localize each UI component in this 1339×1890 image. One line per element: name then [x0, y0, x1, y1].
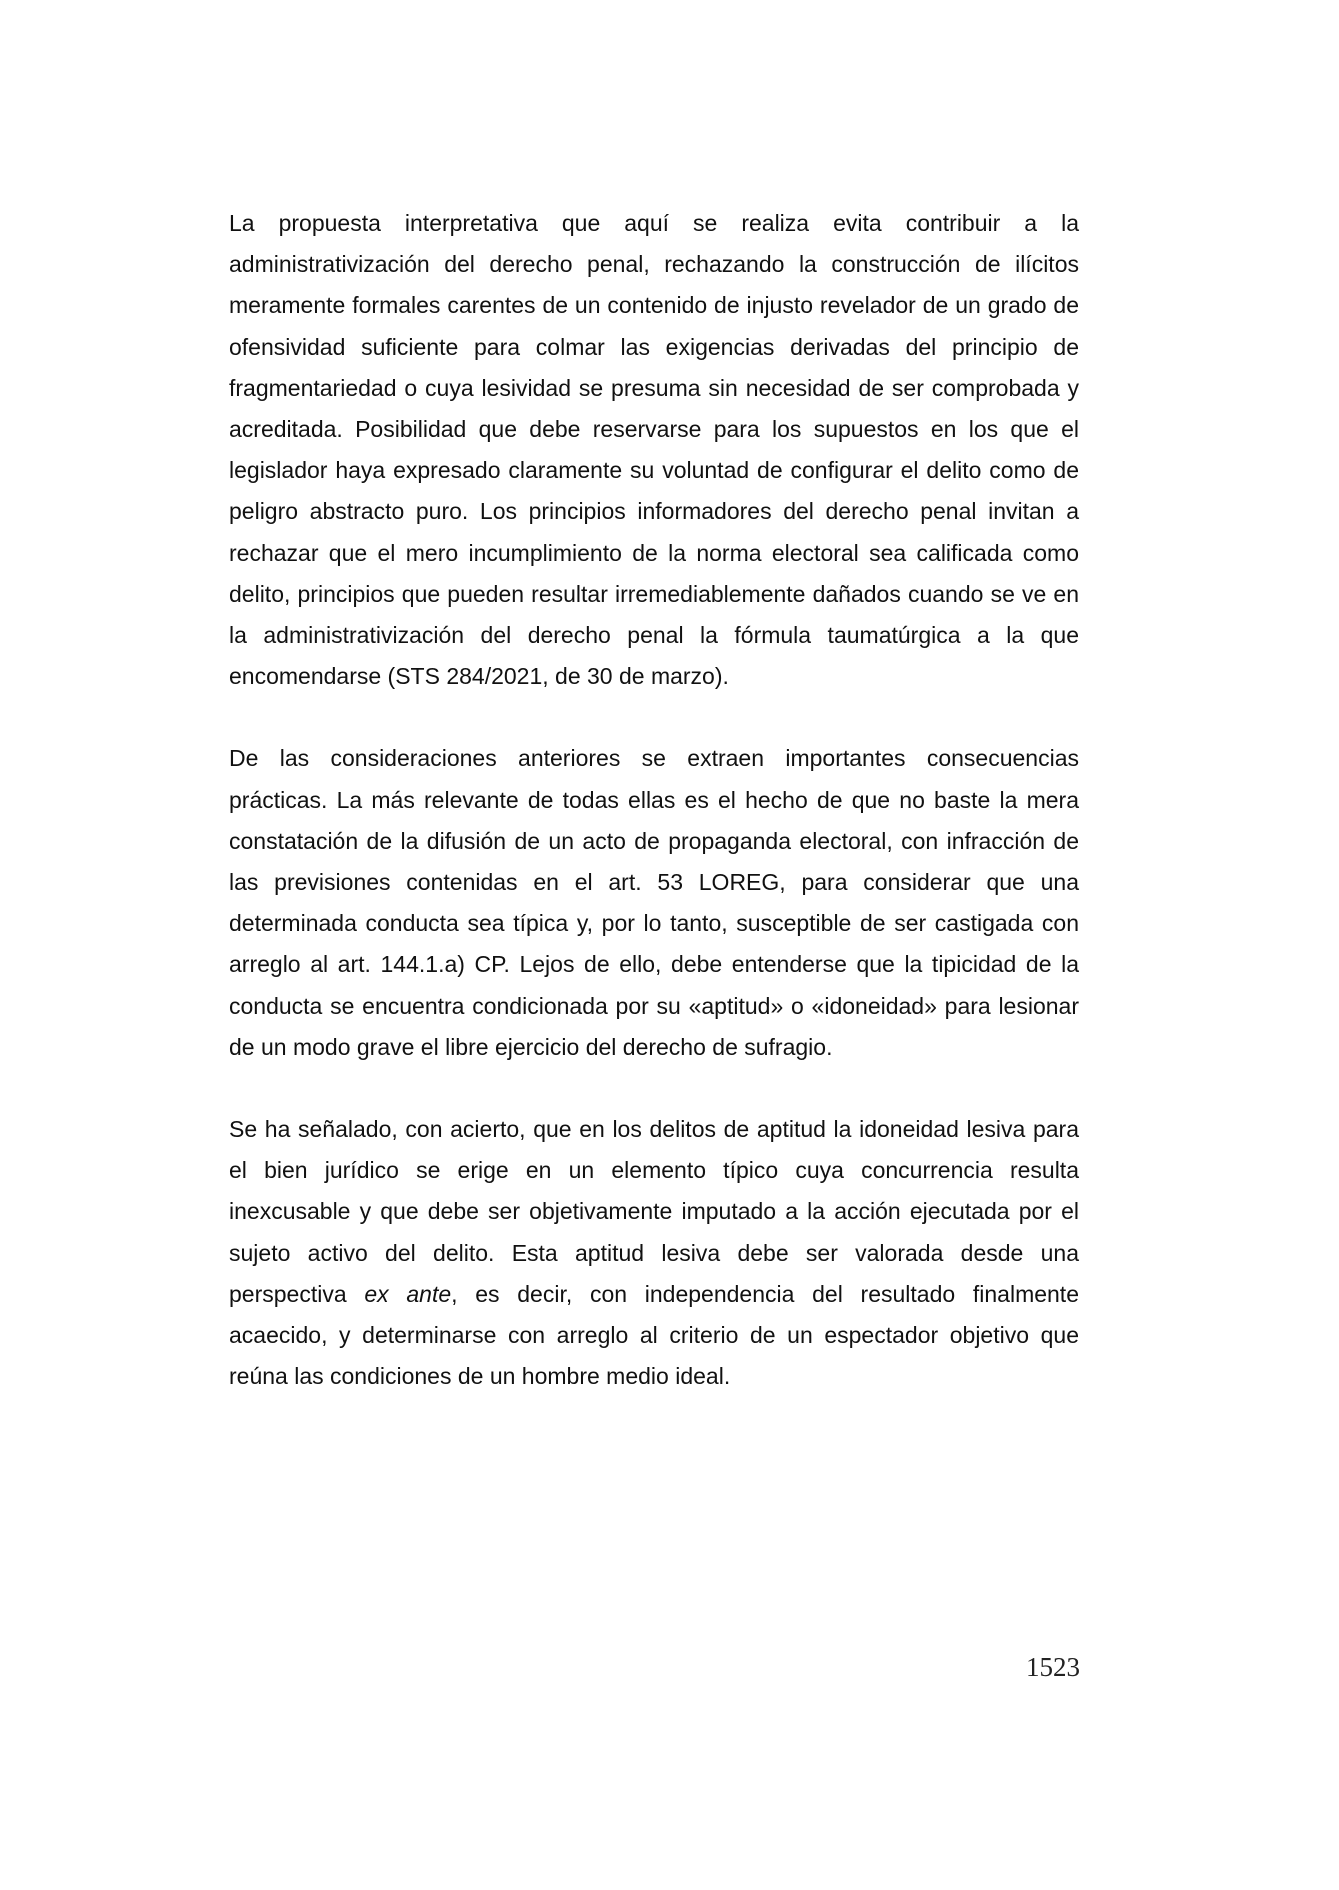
- paragraph-1-text: La propuesta interpretativa que aquí se realiza evita contribuir a la administrativización del derecho penal, rechazando la construcción de ilícitos meramente formales carentes de un contenido de injusto revelador de un grado de ofensividad suficiente para colmar las exigencias derivadas del principio de fragmentariedad o cuya lesividad se presuma sin necesidad de ser comprobada y acreditada. Posibilidad que debe reservarse para los supuestos en los que el legislador haya expresado claramente su voluntad de configurar el delito como de peligro abstracto puro. Los principios informadores del derecho penal invitan a rechazar que el mero incumplimiento de la norma electoral sea calificada como delito, principios que pueden resultar irremediablemente dañados cuando se ve en la administrativización del derecho penal la fórmula taumatúrgica a la que encomendarse (STS 284/2021, de 30 de marzo).: [229, 210, 1079, 690]
- paragraph-2-text: De las consideraciones anteriores se extraen importantes consecuencias prácticas. La más relevante de todas ellas es el hecho de que no baste la mera constatación de la difusión de un acto de propaganda electoral, con infracción de las previsiones contenidas en el art. 53 LOREG, para considerar que una determinada conducta sea típica y, por lo tanto, susceptible de ser castigada con arreglo al art. 144.1.a) CP. Lejos de ello, debe entenderse que la tipicidad de la conducta se encuentra condicionada por su «aptitud» o «idoneidad» para lesionar de un modo grave el libre ejercicio del derecho de sufragio.: [229, 745, 1079, 1060]
- paragraph-3: [229, 1109, 1079, 1397]
- paragraph-3-text-b: , es decir, con independencia del resultado finalmente acaecido, y determinarse con arreglo al criterio de un espectador objetivo que reúna las condiciones de un hombre medio ideal.: [229, 1280, 1079, 1390]
- paragraph-1: [229, 203, 1079, 697]
- paragraph-2: [229, 738, 1079, 1068]
- body-text: [229, 203, 1079, 1438]
- paragraph-3-italic-term: ex ante: [364, 1280, 452, 1307]
- paragraph-3-text-a: Se ha señalado, con acierto, que en los delitos de aptitud la idoneidad lesiva para el bien jurídico se erige en un elemento típico cuya concurrencia resulta inexcusable y que debe ser objetivamente imputado a la acción ejecutada por el sujeto activo del delito. Esta aptitud lesiva debe ser valorada desde una perspectiva: [229, 1116, 1079, 1307]
- page-number: 1523: [1026, 1652, 1080, 1682]
